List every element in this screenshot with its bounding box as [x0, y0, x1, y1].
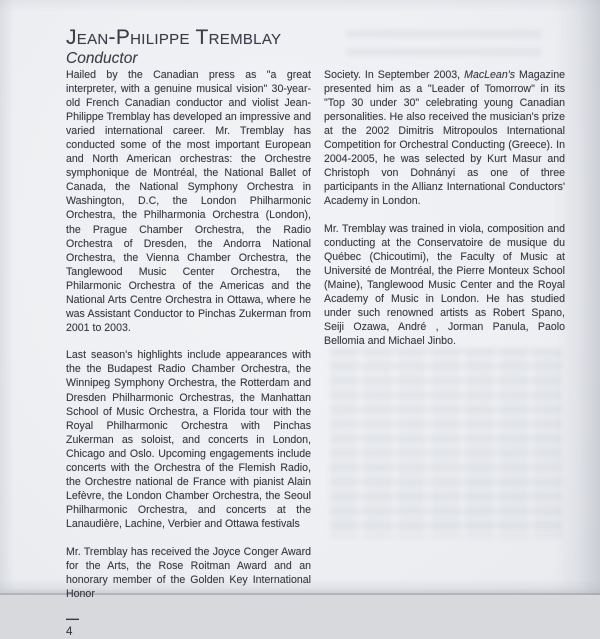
paragraph-text: Magazine presented him as a "Leader of Tomorrow" in its "Top 30 under 30" celebrating young Canadian personalities. He also received the musician's prize at the 2002 Dimitris Mitropoulos International Competition for Orchestral Conducting (Greece). In 2004-2005, he was selected by Kurt Masur and Christoph von Dohnányi as one of three participants in the Allianz International Conductors' Academy in London.	[324, 69, 565, 208]
left-column	[66, 68, 311, 639]
bleedthrough-ghost-title	[346, 30, 541, 64]
footer-rule: —	[66, 611, 78, 627]
bio-paragraph-highlights: Last season's highlights include appearances with the the Budapest Radio Chamber Orchestra, the Winnipeg Symphony Orchestra, the Rotterdam and Dresden Philharmonic Orchestras, the Manhattan School of Music Orchestra, a Florida tour with the Royal Philharmonic Orchestra with Pinchas Zukerman as soloist, and concerts in London, Chicago and Oslo. Upcoming engagements include concerts with the Orchestra of the Flemish Radio, the Orchestre national de France with pianist Alain Lefèvre, the London Chamber Orchestra, the Seoul Philharmonic Orchestra, and concerts at the Lanaudière, Lachine, Verbier and Ottawa festivals	[66, 349, 311, 530]
bio-paragraph-awards: Mr. Tremblay has received the Joyce Conger Award for the Arts, the Rose Roitman Award and an honorary member of the Golden Key International Honor	[66, 545, 311, 600]
right-column	[324, 68, 565, 362]
bio-paragraph-career: Hailed by the Canadian press as "a great interpreter, with a genuine musical vision" 30-year-old French Canadian conductor and violist Jean-Philippe Tremblay has developed an impressive and varied international career. Mr. Tremblay has conducted some of the most important European and North American orchestras: the Orchestre symphonique de Montréal, the National Ballet of Canada, the National Symphony Orchestra in Washington, D.C, the London Philharmonic Orchestra, the Philharmonia Orchestra (London), the Prague Chamber Orchestra, the Radio Orchestra of Dresden, the Andorra National Orchestra, the Vienna Chamber Orchestra, the Tanglewood Music Center Orchestra, the Philarmonic Orchestra of the Americas and the National Arts Centre Orchestra in Ottawa, where he was Assistant Conductor to Pinchas Zukerman from 2001 to 2003.	[66, 69, 311, 334]
page-footer	[66, 611, 311, 639]
magazine-name: MacLean's	[464, 69, 516, 81]
paragraph-text: Society. In September 2003,	[324, 69, 465, 81]
page-header	[66, 26, 281, 67]
page-subtitle: Conductor	[66, 50, 138, 67]
bio-paragraph-training: Mr. Tremblay was trained in viola, composition and conducting at the Conservatoire de musique du Québec (Chicoutimi), the Faculty of Music at Université de Montréal, the Pierre Monteux School (Maine), Tanglewood Music Center and the Royal Academy of Music in London. He has studied under such renowned artists as Robert Spano, Seiji Ozawa, André , Jorman Panula, Paolo Bellomia and Michael Jinbo.	[324, 222, 565, 348]
bleedthrough-ghost-text	[330, 348, 562, 538]
page-title: Jean-Philippe Tremblay	[66, 26, 282, 49]
page-number: 4	[66, 626, 73, 639]
bio-paragraph-recognition	[324, 68, 565, 208]
